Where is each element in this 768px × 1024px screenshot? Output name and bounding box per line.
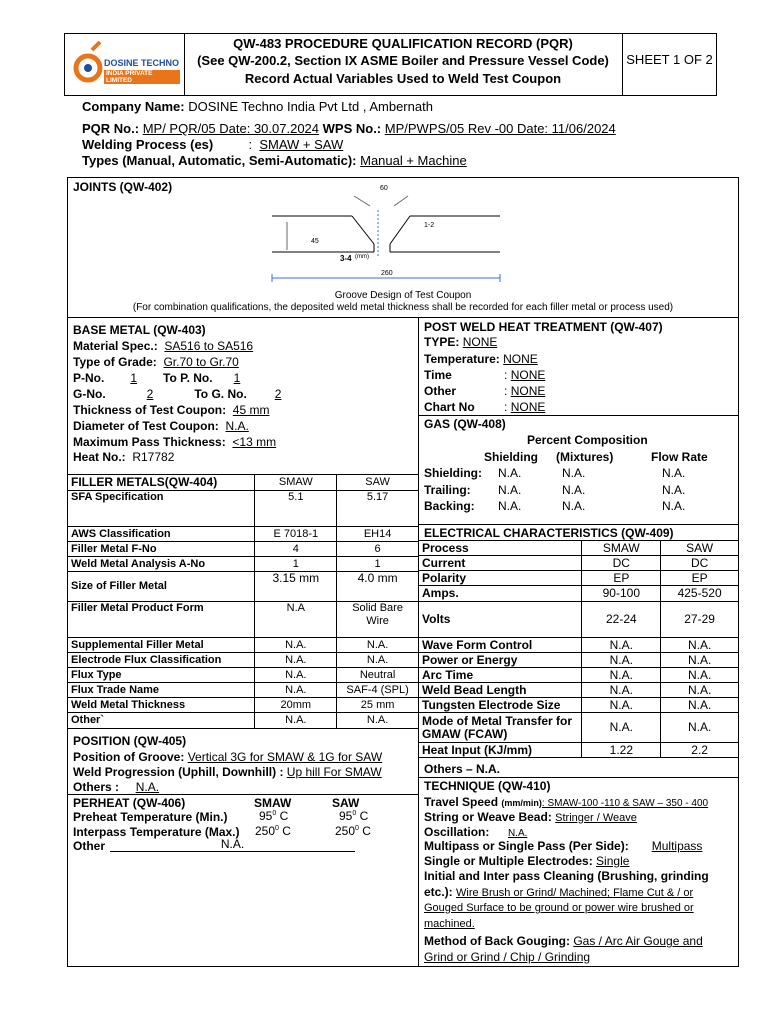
gas-row-value: N.A.: [662, 499, 686, 513]
gas-percent: Percent Composition: [527, 433, 648, 447]
preheat-other-label: Other: [73, 839, 106, 853]
oscillation: Oscillation: N.A.: [424, 825, 528, 839]
pwht-heading: POST WELD HEAT TREATMENT (QW-407): [424, 320, 663, 334]
dim-thickness: 45: [311, 238, 319, 245]
gas-row-value: N.A.: [662, 466, 686, 480]
filler-table: FILLER METALS(QW-404) SMAW SAW SFA Specification 5.1 5.17 AWS Classification E 7018-1 EH14 Filler Metal F-No 4 6 Weld Metal Analysis A-No 1 1 Size of Filler Metal 3.15 mm 4.0 mm Filler Metal Product Form N.A Solid Bare Wire Supplemental Filler Metal N.A. N.A. Electrode Flux Classification N.A. N.A. Flux Type N.A. Neutral Flux Trade Name N.A. SAF-4 (SPL) Weld Metal Thickness 20mm 25 mm Other` N.A. N.A.: [67, 474, 419, 729]
pwht-type: TYPE: NONE: [424, 335, 498, 349]
back-gouging-line2: Grind or Grind / Chip / Grinding: [424, 950, 591, 964]
gas-row-value: N.A.: [498, 466, 522, 480]
joints-heading: JOINTS (QW-402): [73, 180, 173, 194]
dim-length: 260: [381, 270, 393, 277]
electrodes: Single or Multiple Electrodes: Single: [424, 854, 630, 868]
gas-row-label: Trailing:: [424, 483, 471, 497]
types-row: Types (Manual, Automatic, Semi-Automatic): Manual + Machine: [82, 153, 467, 168]
heat-no: Heat No.: R17782: [73, 450, 175, 464]
back-gouging: Method of Back Gouging: Gas / Arc Air Gouge and: [424, 934, 703, 948]
sheet-number: SHEET 1 OF 2: [626, 52, 713, 67]
page-title-2: (See QW-200.2, Section IX ASME Boiler and Pressure Vessel Code): [197, 53, 609, 68]
max-pass: Maximum Pass Thickness: <13 mm: [73, 435, 277, 449]
interpass-label: Interpass Temperature (Max.): [73, 825, 240, 839]
gas-row-label: Shielding:: [424, 466, 482, 480]
multipass: Multipass or Single Pass (Per Side): Multipass: [424, 839, 703, 853]
gas-row-value: N.A.: [498, 499, 522, 513]
travel-speed: Travel Speed (mm/min): SMAW-100 -110 & SAW – 350 - 400: [424, 795, 709, 809]
technique-heading: TECHNIQUE (QW-410): [424, 779, 551, 793]
pwht-chart: Chart No : NONE: [424, 400, 546, 414]
dim-angle: 60: [380, 185, 388, 192]
material-spec: Material Spec.: SA516 to SA516: [73, 339, 254, 353]
preheat-label: Preheat Temperature (Min.): [73, 810, 228, 824]
cleaning-line2: Gouged Surface to be ground or power wire brushed or: [424, 902, 694, 914]
pwht-temp: Temperature: NONE: [424, 352, 538, 366]
dim-root: 1-2: [424, 222, 435, 229]
grade: Type of Grade: Gr.70 to Gr.70: [73, 355, 239, 369]
gas-row-value: N.A.: [562, 499, 586, 513]
logo-text-1: DOSINE TECHNO: [104, 58, 180, 68]
p-no: P-No. 1 To P. No. 1: [73, 371, 241, 385]
preheat-smaw: $95^0$ C: [259, 809, 289, 823]
diagram-note: (For combination qualifications, the deposited weld metal thickness shall be recorded for each filler metal or process used): [132, 302, 674, 313]
electrical-table: Process SMAW SAW Current DC DC Polarity EP EP Amps. 90-100 425-520 Volts 22-24 27-29 Wave Form Control N.A. N.A. Power or Energy N.A. N.A. Arc Time N.A. N.A. Weld Bead Length N.A. N.A. Tungsten Electrode Size N.A. N.A. Mode of Metal Transfer for GMAW (FCAW) N.A. N.A. Heat Input (KJ/mm) 1.22 2.2: [418, 540, 739, 758]
gas-col-mixture: (Mixtures): [556, 450, 614, 464]
process-row: Welding Process (es) : SMAW + SAW: [82, 137, 344, 152]
page-title-1: QW-483 PROCEDURE QUALIFICATION RECORD (PQR): [233, 36, 573, 51]
gas-row-value: N.A.: [562, 483, 586, 497]
gas-col-flow: Flow Rate: [651, 450, 708, 464]
electrical-heading: ELECTRICAL CHARACTERISTICS (QW-409): [424, 526, 674, 540]
pwht-time: Time : NONE: [424, 368, 546, 382]
groove-position: Position of Groove: Vertical 3G for SMAW & 1G for SAW: [73, 750, 383, 764]
preheat-saw: $95^0$ C: [339, 809, 369, 823]
page-title-3: Record Actual Variables Used to Weld Test Coupon: [244, 71, 562, 86]
preheat-other-value: N.A.: [110, 838, 355, 852]
diameter: Diameter of Test Coupon: N.A.: [73, 419, 249, 433]
position-heading: POSITION (QW-405): [73, 734, 187, 748]
preheat-heading: PERHEAT (QW-406): [73, 796, 186, 810]
weld-progression: Weld Progression (Uphill, Downhill) : Up hill For SMAW: [73, 765, 382, 779]
pwht-other: Other : NONE: [424, 384, 546, 398]
electrical-others: Others – N.A.: [424, 762, 501, 776]
preheat-col-saw: SAW: [332, 796, 360, 810]
preheat-col-smaw: SMAW: [254, 796, 292, 810]
gas-row-value: N.A.: [662, 483, 686, 497]
gas-row-label: Backing:: [424, 499, 475, 513]
dim-unit: (mm): [355, 254, 369, 260]
diagram-caption: Groove Design of Test Coupon: [334, 290, 472, 301]
company-logo: [70, 40, 180, 92]
cleaning-line1: etc.): Wire Brush or Grind/ Machined; Flame Cut & / or: [424, 885, 694, 899]
gas-row-value: N.A.: [562, 466, 586, 480]
company-row: Company Name: DOSINE Techno India Pvt Ltd , Ambernath: [82, 99, 433, 114]
g-no: G-No. 2 To G. No. 2: [73, 387, 282, 401]
cleaning-label: Initial and Inter pass Cleaning (Brushing, grinding: [424, 869, 709, 883]
dim-gap: 3-4: [340, 254, 352, 263]
gas-row-value: N.A.: [498, 483, 522, 497]
interpass-saw: $250^0$ C: [335, 824, 371, 838]
base-metal-heading: BASE METAL (QW-403): [73, 323, 206, 337]
position-others: Others : N.A.: [73, 780, 160, 794]
gas-heading: GAS (QW-408): [424, 417, 506, 431]
logo-text-2: INDIA PRIVATE LIMITED: [104, 70, 180, 84]
pqr-row: PQR No.: MP/ PQR/05 Date: 30.07.2024 WPS No.: MP/PWPS/05 Rev -00 Date: 11/06/2024: [82, 121, 616, 136]
thickness: Thickness of Test Coupon: 45 mm: [73, 403, 270, 417]
gas-col-shielding: Shielding: [484, 450, 538, 464]
interpass-smaw: $250^0$ C: [255, 824, 291, 838]
cleaning-line3: machined.: [424, 918, 475, 930]
string-weave: String or Weave Bead: Stringer / Weave: [424, 810, 637, 824]
